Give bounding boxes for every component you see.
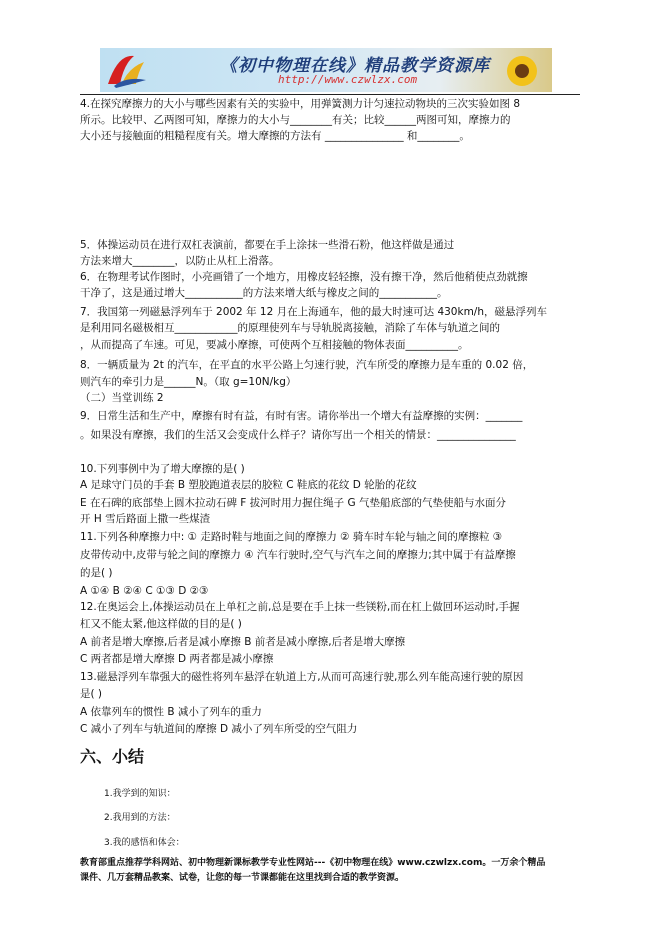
text-line: A ①④ B ②④ C ①③ D ②③ [80,585,209,597]
text-line: 4.在探究摩擦力的大小与哪些因素有关的实验中，用弹簧测力计匀速拉动物块的三次实验如图 8 [80,98,521,110]
text-line: 干净了，这是通过增大___________的方法来增大纸与橡皮之间的___________。 [80,287,448,299]
text-line: 是利用同名磁极相互____________的原理使列车与导轨脱离接触，消除了车体与轨道之间的 [80,322,500,334]
text-line: A 足球守门员的手套 B 塑胶跑道表层的胶粒 C 鞋底的花纹 D 轮胎的花纹 [80,479,417,491]
section-heading: 六、小结 [80,747,145,766]
banner-url: http://www.czwlzx.com [278,73,418,86]
text-line: 8．一辆质量为 2t 的汽车，在平直的水平公路上匀速行驶，汽车所受的摩擦力是车重的 0.02 倍， [80,359,534,371]
text-line: C 两者都是增大摩擦 D 两者都是减小摩擦 [80,653,274,665]
question-11: 11.下列各种摩擦力中: ① 走路时鞋与地面之间的摩擦力 ② 骑车时车轮与轴之间的摩擦粒 ③ [80,531,503,543]
question-12: 12.在奥运会上,体操运动员在上单杠之前,总是要在手上抹一些镁粉,而在杠上做回环运动时,手握 [80,601,520,613]
text-line: 大小还与接触面的粗糙程度有关。增大摩擦的方法有 _______________ 和________。 [80,130,470,142]
text-line: ，从而提高了车速。可见，要减小摩擦，可使两个互相接触的物体表面__________。 [80,339,469,351]
text-line: 5．体操运动员在进行双杠表演前，都要在手上涂抹一些滑石粉，他这样做是通过 [80,239,455,251]
text-line: A 依靠列车的惯性 B 减小了列车的重力 [80,706,262,718]
header-divider [80,94,580,95]
summary-item: 1.我学到的知识： [104,789,176,799]
text-line: 的是( ) [80,567,113,579]
footer-line: 课件、几万套精品教案、试卷，让您的每一节课都能在这里找到合适的教学资源。 [80,873,405,883]
page-footer [80,856,545,886]
text-line: A 前者是增大摩擦,后者是减小摩擦 B 前者是减小摩擦,后者是增大摩擦 [80,636,406,648]
text-line: 开 H 雪后路面上撒一些煤渣 [80,513,211,525]
text-line: 方法来增大________，以防止从杠上滑落。 [80,255,280,267]
text-line: 则汽车的牵引力是______N。（取 g=10N/kg） [80,376,297,388]
subsection-title: （二）当堂训练 2 [80,392,164,404]
text-line: 9．日常生活和生产中，摩擦有时有益，有时有害。请你举出一个增大有益摩擦的实例：_______ [80,410,523,422]
text-line: 7．我国第一列磁悬浮列车于 2002 年 12 月在上海通车，他的最大时速可达 430km/h，磁悬浮列车 [80,306,547,318]
sunflower-icon [500,52,544,90]
text-line: 。如果没有摩擦，我们的生活又会变成什么样子？请你写出一个相关的情景：_______________ [80,429,516,441]
summary-item: 2.我用到的方法： [104,813,176,823]
text-line: 是( ) [80,688,103,700]
site-logo-icon [104,50,150,90]
text-line: C 减小了列车与轨道间的摩擦 D 减小了列车所受的空气阻力 [80,723,358,735]
site-banner [100,48,552,92]
text-line: 皮带传动中,皮带与轮之间的摩擦力 ④ 汽车行驶时,空气与汽车之间的摩擦力;其中属于有益摩擦 [80,549,516,561]
footer-line: 教育部重点推荐学科网站、初中物理新课标教学专业性网站---《初中物理在线》www.czwlzx.com。一万余个精品 [80,858,546,868]
text-line: E 在石碑的底部垫上圆木拉动石碑 F 拔河时用力握住绳子 G 气垫船底部的气垫使船与水面分 [80,497,506,509]
text-line: 杠又不能太紧,他这样做的目的是( ) [80,618,242,630]
summary-item: 3.我的感悟和体会： [104,838,185,848]
question-10: 10.下列事例中为了增大摩擦的是( ) [80,463,245,475]
banner-title: 《初中物理在线》精品教学资源库 [220,56,490,76]
text-line: 6．在物理考试作图时，小亮画错了一个地方，用橡皮轻轻擦，没有擦干净，然后他稍使点劲就擦 [80,271,528,283]
text-line: 所示。比较甲、乙两图可知，摩擦力的大小与________有关；比较______两图可知，摩擦力的 [80,114,511,126]
question-13: 13.磁悬浮列车靠强大的磁性将列车悬浮在轨道上方,从而可高速行驶,那么列车能高速行驶的原因 [80,671,524,683]
